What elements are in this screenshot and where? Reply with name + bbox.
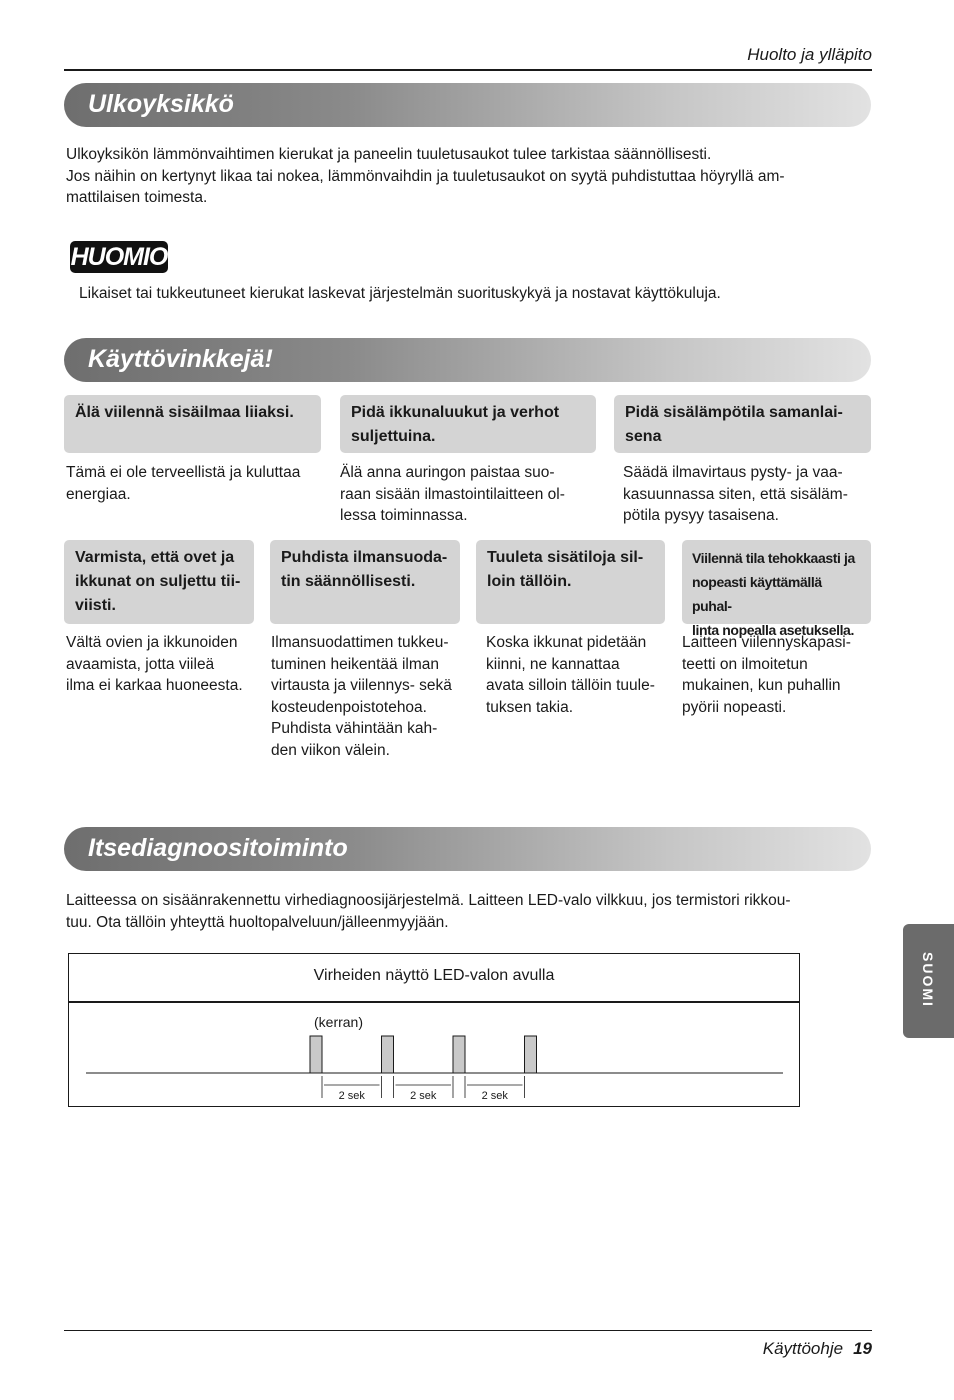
led-blink-group [310, 1036, 537, 1102]
section-title-self-diagnosis: Itsediagnoositoiminto [88, 834, 348, 862]
tip-text-5: Ilmansuodattimen tukkeu- tuminen heikentää ilman virtausta ja viilennys- sekä kosteudenpoistotehoa. Puhdista vähintään kah- den viikon välein. [271, 634, 452, 759]
running-header: Huolto ja ylläpito [747, 45, 872, 64]
tip-text-1: Tämä ei ole terveellistä ja kuluttaa energiaa. [66, 464, 301, 503]
interval-label: 2 sek [338, 1090, 365, 1102]
tip-text-4: Vältä ovien ja ikkunoiden avaamista, jotta viileä ilma ei karkaa huoneesta. [66, 634, 243, 694]
page-number: 19 [853, 1339, 872, 1358]
tip-heading-1: Älä viilennä sisäilmaa liiaksi. [64, 395, 321, 453]
tip-text-7: Laitteen viilennyskapasi- teetti on ilmoitetun mukainen, kun puhallin pyörii nopeasti. [682, 634, 851, 716]
caution-text: Likaiset tai tukkeutuneet kierukat laskevat järjestelmän suorituskykyä ja nostavat käyttökuluja. [79, 285, 721, 302]
tip-text-3: Säädä ilmavirtaus pysty- ja vaa- kasuunnassa siten, että sisäläm- pötila pysyy tasaisena. [623, 464, 848, 524]
blink-count-label: (kerran) [314, 1014, 364, 1030]
tip-heading-7: Viilennä tila tehokkaasti ja nopeasti käyttämällä puhal- linta nopealla asetuksella. [682, 540, 871, 624]
led-pulse [525, 1036, 537, 1073]
led-pulse [310, 1036, 322, 1073]
tip-heading-5: Puhdista ilmansuoda- tin säännöllisesti. [270, 540, 460, 624]
tip-heading-6: Tuuleta sisätiloja sil- loin tällöin. [476, 540, 665, 624]
tip-text-2: Älä anna auringon paistaa suo- raan sisään ilmastointilaitteen ol- lessa toiminnassa. [340, 464, 565, 524]
caution-badge-label: HUOMIO [70, 243, 168, 271]
led-pulse [453, 1036, 465, 1073]
page-footer [600, 1339, 872, 1359]
tip-heading-3: Pidä sisälämpötila samanlai- sena [614, 395, 871, 453]
language-side-tab-label: SUOMI [920, 952, 936, 1008]
language-side-tab [903, 924, 954, 1038]
footer-doc-name: Käyttöohje [762, 1339, 844, 1358]
footer-rule [64, 1330, 872, 1331]
tip-heading-4: Varmista, että ovet ja ikkunat on suljettu tii- viisti. [64, 540, 254, 624]
led-diagram-title: Virheiden näyttö LED-valon avulla [313, 967, 555, 984]
interval-label: 2 sek [410, 1090, 437, 1102]
led-pulse [382, 1036, 394, 1073]
tip-text-6: Koska ikkunat pidetään kiinni, ne kannattaa avata silloin tällöin tuule- tuksen takia. [486, 634, 655, 716]
section-title-outdoor-unit: Ulkoyksikkö [88, 90, 234, 118]
interval-label: 2 sek [481, 1090, 508, 1102]
self-diagnosis-paragraph: Laitteessa on sisäänrakennettu virhediagnoosijärjestelmä. Laitteen LED-valo vilkkuu, jos termistori rikkou- tuu. Ota tällöin yhteyttä huoltopalveluun/jälleenmyyjään. [66, 892, 791, 931]
outdoor-unit-paragraph: Ulkoyksikön lämmönvaihtimen kierukat ja paneelin tuuletusaukot tulee tarkistaa säännöllisesti. Jos näihin on kertynyt likaa tai nokea, lämmönvaihdin ja tuuletusaukot on syytä puhdistuttaa höyryllä am- mattilaisen toimesta. [66, 146, 785, 206]
tip-heading-2: Pidä ikkunaluukut ja verhot suljettuina. [340, 395, 596, 453]
section-title-usage-tips: Käyttövinkkejä! [88, 345, 273, 373]
